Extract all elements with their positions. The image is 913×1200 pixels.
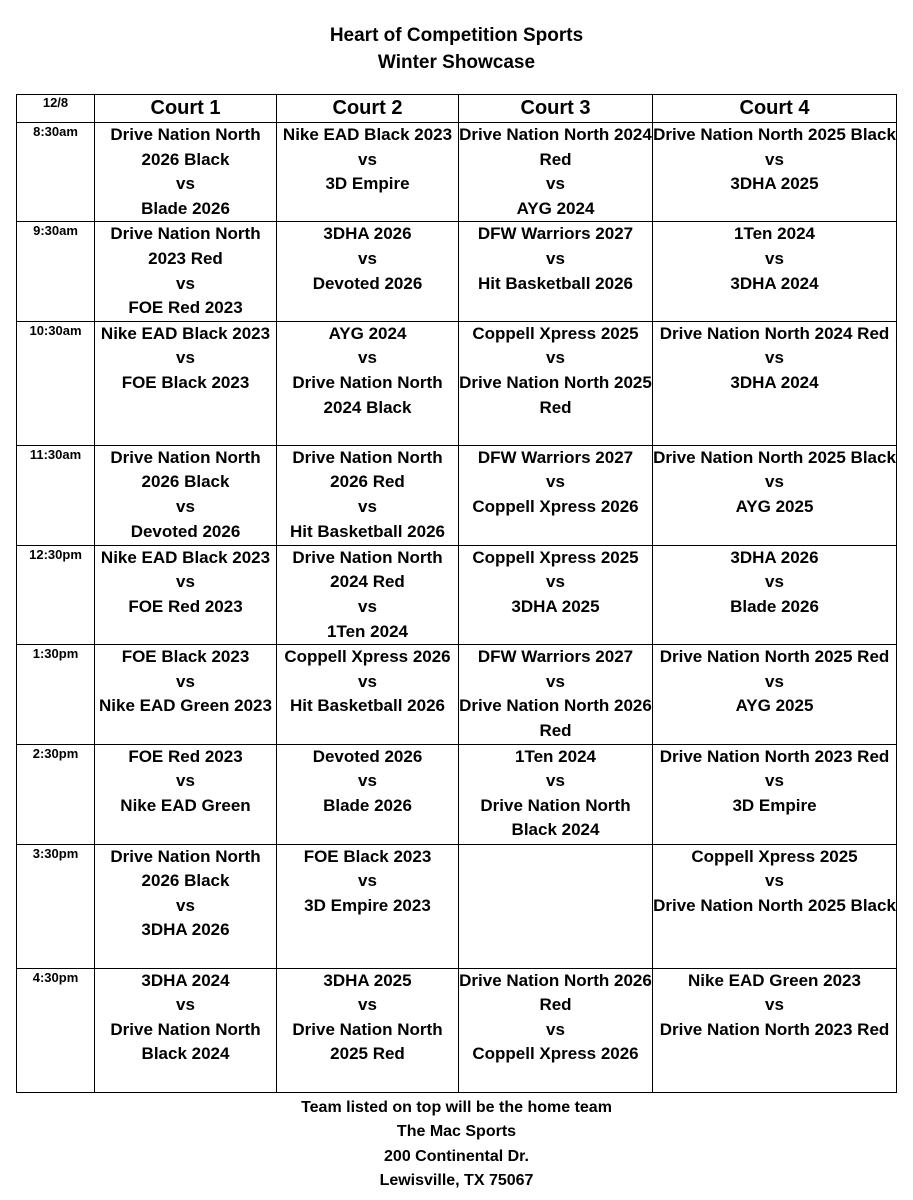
court-header: Court 4 — [653, 95, 897, 123]
game-cell: Coppell Xpress 2025 vs Drive Nation North 2025 Red — [459, 321, 653, 445]
game-cell: 3DHA 2026 vs Devoted 2026 — [277, 222, 459, 321]
time-cell: 3:30pm — [17, 844, 95, 968]
court-header: Court 1 — [95, 95, 277, 123]
game-cell: Drive Nation North 2026 Black vs Devoted 2026 — [95, 445, 277, 545]
date-cell: 12/8 — [17, 95, 95, 123]
page-subtitle: Winter Showcase — [377, 52, 536, 73]
game-cell: Drive Nation North 2026 Black vs 3DHA 2026 — [95, 844, 277, 968]
game-cell: Drive Nation North 2025 Black vs AYG 2025 — [653, 445, 897, 545]
time-slot-row — [17, 968, 897, 1092]
game-cell: Drive Nation North 2025 Red vs AYG 2025 — [653, 645, 897, 744]
time-cell: 12:30pm — [17, 545, 95, 644]
home-team-note: Team listed on top will be the home team — [301, 1099, 612, 1116]
game-cell: AYG 2024 vs Drive Nation North 2024 Black — [277, 321, 459, 445]
game-cell: Drive Nation North 2023 Red vs FOE Red 2023 — [95, 222, 277, 321]
time-slot-row — [17, 844, 897, 968]
document-footer — [0, 1096, 913, 1193]
schedule-table — [16, 94, 897, 1093]
game-cell: Drive Nation North 2024 Red vs 3DHA 2024 — [653, 321, 897, 445]
venue-city: Lewisville, TX 75067 — [379, 1171, 534, 1189]
game-cell: DFW Warriors 2027 vs Hit Basketball 2026 — [459, 222, 653, 321]
document-header — [0, 22, 913, 76]
venue-name: The Mac Sports — [396, 1123, 517, 1141]
time-cell: 4:30pm — [17, 968, 95, 1092]
time-cell: 8:30am — [17, 123, 95, 222]
game-cell: Nike EAD Black 2023 vs FOE Red 2023 — [95, 545, 277, 644]
game-cell: 1Ten 2024 vs Drive Nation North Black 2024 — [459, 744, 653, 844]
game-cell: FOE Black 2023 vs Nike EAD Green 2023 — [95, 645, 277, 744]
venue-street: 200 Continental Dr. — [384, 1147, 529, 1165]
time-slot-row — [17, 321, 897, 445]
game-cell: Drive Nation North 2024 Red vs 1Ten 2024 — [277, 545, 459, 644]
game-cell: Drive Nation North 2026 Red vs Hit Basketball 2026 — [277, 445, 459, 545]
game-cell: 3DHA 2025 vs Drive Nation North 2025 Red — [277, 968, 459, 1092]
time-cell: 2:30pm — [17, 744, 95, 844]
time-slot-row — [17, 222, 897, 321]
header-row — [17, 95, 897, 123]
court-header: Court 3 — [459, 95, 653, 123]
time-cell: 10:30am — [17, 321, 95, 445]
game-cell: 3DHA 2026 vs Blade 2026 — [653, 545, 897, 644]
game-cell: FOE Black 2023 vs 3D Empire 2023 — [277, 844, 459, 968]
game-cell: 3DHA 2024 vs Drive Nation North Black 2024 — [95, 968, 277, 1092]
game-cell: Drive Nation North 2024 Red vs AYG 2024 — [459, 123, 653, 222]
game-cell: DFW Warriors 2027 vs Drive Nation North 2026 Red — [459, 645, 653, 744]
game-cell: Coppell Xpress 2025 vs 3DHA 2025 — [459, 545, 653, 644]
game-cell: Nike EAD Green 2023 vs Drive Nation North 2023 Red — [653, 968, 897, 1092]
time-slot-row — [17, 445, 897, 545]
game-cell: Nike EAD Black 2023 vs 3D Empire — [277, 123, 459, 222]
game-cell: FOE Red 2023 vs Nike EAD Green — [95, 744, 277, 844]
time-cell: 1:30pm — [17, 645, 95, 744]
game-cell — [459, 844, 653, 968]
time-slot-row — [17, 744, 897, 844]
game-cell: Drive Nation North 2026 Red vs Coppell Xpress 2026 — [459, 968, 653, 1092]
time-slot-row — [17, 645, 897, 744]
game-cell: Drive Nation North 2025 Black vs 3DHA 2025 — [653, 123, 897, 222]
time-slot-row — [17, 123, 897, 222]
game-cell: Devoted 2026 vs Blade 2026 — [277, 744, 459, 844]
game-cell: DFW Warriors 2027 vs Coppell Xpress 2026 — [459, 445, 653, 545]
game-cell: Drive Nation North 2026 Black vs Blade 2026 — [95, 123, 277, 222]
page-title: Heart of Competition Sports — [329, 25, 584, 46]
court-header: Court 2 — [277, 95, 459, 123]
time-cell: 9:30am — [17, 222, 95, 321]
time-cell: 11:30am — [17, 445, 95, 545]
game-cell: Drive Nation North 2023 Red vs 3D Empire — [653, 744, 897, 844]
time-slot-row — [17, 545, 897, 644]
game-cell: Nike EAD Black 2023 vs FOE Black 2023 — [95, 321, 277, 445]
game-cell: 1Ten 2024 vs 3DHA 2024 — [653, 222, 897, 321]
game-cell: Coppell Xpress 2025 vs Drive Nation North 2025 Black — [653, 844, 897, 968]
game-cell: Coppell Xpress 2026 vs Hit Basketball 2026 — [277, 645, 459, 744]
